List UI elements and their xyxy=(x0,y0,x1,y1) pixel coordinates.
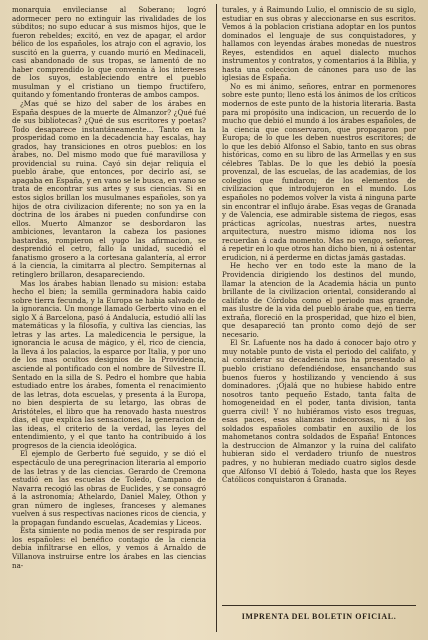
imprint-divider xyxy=(222,605,416,606)
column-divider xyxy=(216,4,217,632)
printer-imprint: IMPRENTA DEL BOLETIN OFICIAL. xyxy=(241,612,397,621)
paragraph: No es mi ánimo, señores, entrar en pormenores sobre este punto; lleno está los ánimos de los críticos modernos de este punto de la historia literaria. Basta para mi propósito una indicacion, un recuerdo de lo mucho que debió el mundo á los árabes españoles, de la ciencia que conservaron, que propagaron por Europa; de lo que les deben nuestros escritores; de lo que les debió Alfonso el Sabio, tanto en sus obras históricas, como en su libro de las Armellas y en sus célebres Tablas. De lo que les debió la poesía provenzal, de las escuelas, de las academias, de los colegios que fundaron; de los elementos de civilizacion que introdujeron en el mundo. Los españoles no podemos volver la vista á ninguna parte sin encontrar el influjo árabe. Esas vegas de Granada y de Valencia, ese admirable sistema de riegos, esas prácticas agrícolas, nuestras artes, nuestra arquitectura, nuestro mismo idioma nos los recuerdan á cada momento. Mas no vengo, señores, á repetir en lo que otros han dicho bien, ni á ostentar erudicion, ni á perderme en dictas jamás gastadas. xyxy=(222,81,416,262)
paragraph: monarquia envilecianse al Soberano; logró adormecer pero no extinguir las rivalidades de los súbditos; no supo educar á sus mismos hijos, que le fueron rebeldes; excitó, en vez de apagar, el ardor bélico de los españoles, los atrajo con el agravio, los suscitó en la guerra, y cuando murió en Medinaceli, casi abandonado de sus tropas, se lamentó de no haber comprendido lo que convenia á los intereses de los suyos, estableciendo entre el pueblo musulman y el cristiano un tiempo fructifero, quitando y fomentando fronteras de ambos campos. xyxy=(12,5,206,100)
paragraph: El ejemplo de Gerberto fué seguido, y se dió el espectáculo de una peregrinacion literaria al emporio de las letras y de las ciencias. Gerardo de Cremona estudió en las escuelas de Toledo, Campano de Navarra recogió las obras de Euclides, y se consagró á la astronomía; Athelardo, Daniel Maley, Othon y gran número de ingleses, franceses y alemanes vuelven á sus respectivas naciones ricos de ciencia, y la propagan fundando escuelas, Academias y Liceos. xyxy=(12,449,207,527)
paragraph: El Sr. Lafuente nos ha dado á conocer bajo otro y muy notable punto de vista el periodo del califato, y al considerar su decadencia nos ha presentado al pueblo cristiano defendiéndose, ensanchando sus buenos fueros y hostilizando y venciendo á sus dominadores. ¡Ojalá que no hubiese habido entre nosotros tanto pequeño Estado, tanta falta de homogeneidad en el poder, tanta division, tanta guerra civil! Y no hubiéramos visto esos treguas, esas paces, esas alianzas indecorosas, ni á los soldados españoles combatir en auxilio de los mahometanos contra soldados de España! Entonces la destruccion de Almanzor y la ruina del califato hubieran sido el verdadero triunfo de nuestros padres, y no hubieran mediado cuatro siglos desde que Alfonso VI debió á Toledo, hasta que los Reyes Católicos conquistaron á Granada. xyxy=(222,338,416,485)
left-text-column xyxy=(12,6,206,570)
paragraph: turales, y á Raimundo Lulio, el omniscio de su siglo, estudiar en sus obras y aleccionarse en sus escritos. Vemos á la poblacion cristiana adoptar en los puntos dominados el lenguaje de sus conquistadores, y hallamos con leyendas árabes monedas de nuestros Reyes, estendidos en aquel dialecto muchos instrumentos y contratos, y comentarios á la Biblia, y hasta una coleccion de cánones para uso de las iglesias de España. xyxy=(222,5,416,83)
paragraph: ¿Mas qué se hizo del saber de los árabes en España despues de la muerte de Almanzor? ¿Qué fué de sus bibliotecas? ¿Qué de sus escritores y poetas? Todo desaparece instantáneamente... Tanto en la prosperidad como en la decadencia hay escalas, hay grados, hay transiciones en otros pueblos: en los árabes, no. Del mismo modo que fué maravillosa y providencial su ruina. Cayó sin dejar reliquia el pueblo árabe, que entonces, por decirlo así, se apagaba en España, y en vano se le busca, en vano se trata de encontrar sus artes y sus ciencias. Si en estos siglos brillan los musulmanes españoles, son ya hijos de otra civilizacion diferente; no son ya en la doctrina de los árabes ni pueden confundirse con ellos. Muerto Almanzor se desbordaron las ambiciones, levantaron la cabeza los pasiones bastardas, rompieron el yugo las afirmacion, se desprendió el cetro, fallo la unidad, sucedió el fanatismo grosero a la cortesana galantería, al error á la ciencia, la cimitarra al plectro. Sempiternas al retinglero brillaron, desapareciendo. xyxy=(12,99,206,279)
paragraph: Esta simiente no podia menos de ser respirada por los españoles: el benéfico contagio de la ciencia debia infiltrarse en ellos, y vemos á Arnaldo de Villanova instruirse entre los árabes en las ciencias na- xyxy=(12,526,206,570)
paragraph: Mas los árabes habian llenado su mision: estaba hecho el bien; la semilla germinadora habia caido sobre tierra fecunda, y la Europa se habia salvado de la ignorancia. Un monge llamado Gerberto vino en el siglo X á Barcelona, pasó á Andalucía, estudió allí las matemáticas y la filosofía, y cultiva las ciencias, las letras y las artes. La maledicencia le persigue, la ignorancia le acusa de mágico, y él, rico de ciencia, la lleva á los palacios, la esparce por Italia, y por uno de los mas ocultos designios de la Providencia, asciende al pontificado con el nombre de Silvestre II. Sentado en la silla de S. Pedro el hombre que habia estudiado entre los árabes, fomenta el renacimiento de las letras, dota escuelas, y presenta á la Europa, no bien despierta de su letargo, las obras de Aristóteles, el libro que ha renovado hasta nuestros dias, el que explica las sensaciones, la generacion de las ideas, el criterio de la verdad, las leyes del entendimiento, y el que tanto ha contribuido á los progresos de la ciencia ideológica. xyxy=(12,278,206,450)
right-text-column xyxy=(222,6,416,485)
paragraph: He hecho ver en todo este la mano de la Providencia dirigiendo los destinos del mundo, llamar la atencion de la Academia hácia un punto brillante de la civilizacion oriental, considerando al califato de Córdoba como el periodo mas grande, mas ilustre de la vida del pueblo árabe que, en tierra extraña, floreció en la prosperidad, que hizo el bien, que desapareció tan pronto como dejó de ser necesario. xyxy=(222,261,416,339)
